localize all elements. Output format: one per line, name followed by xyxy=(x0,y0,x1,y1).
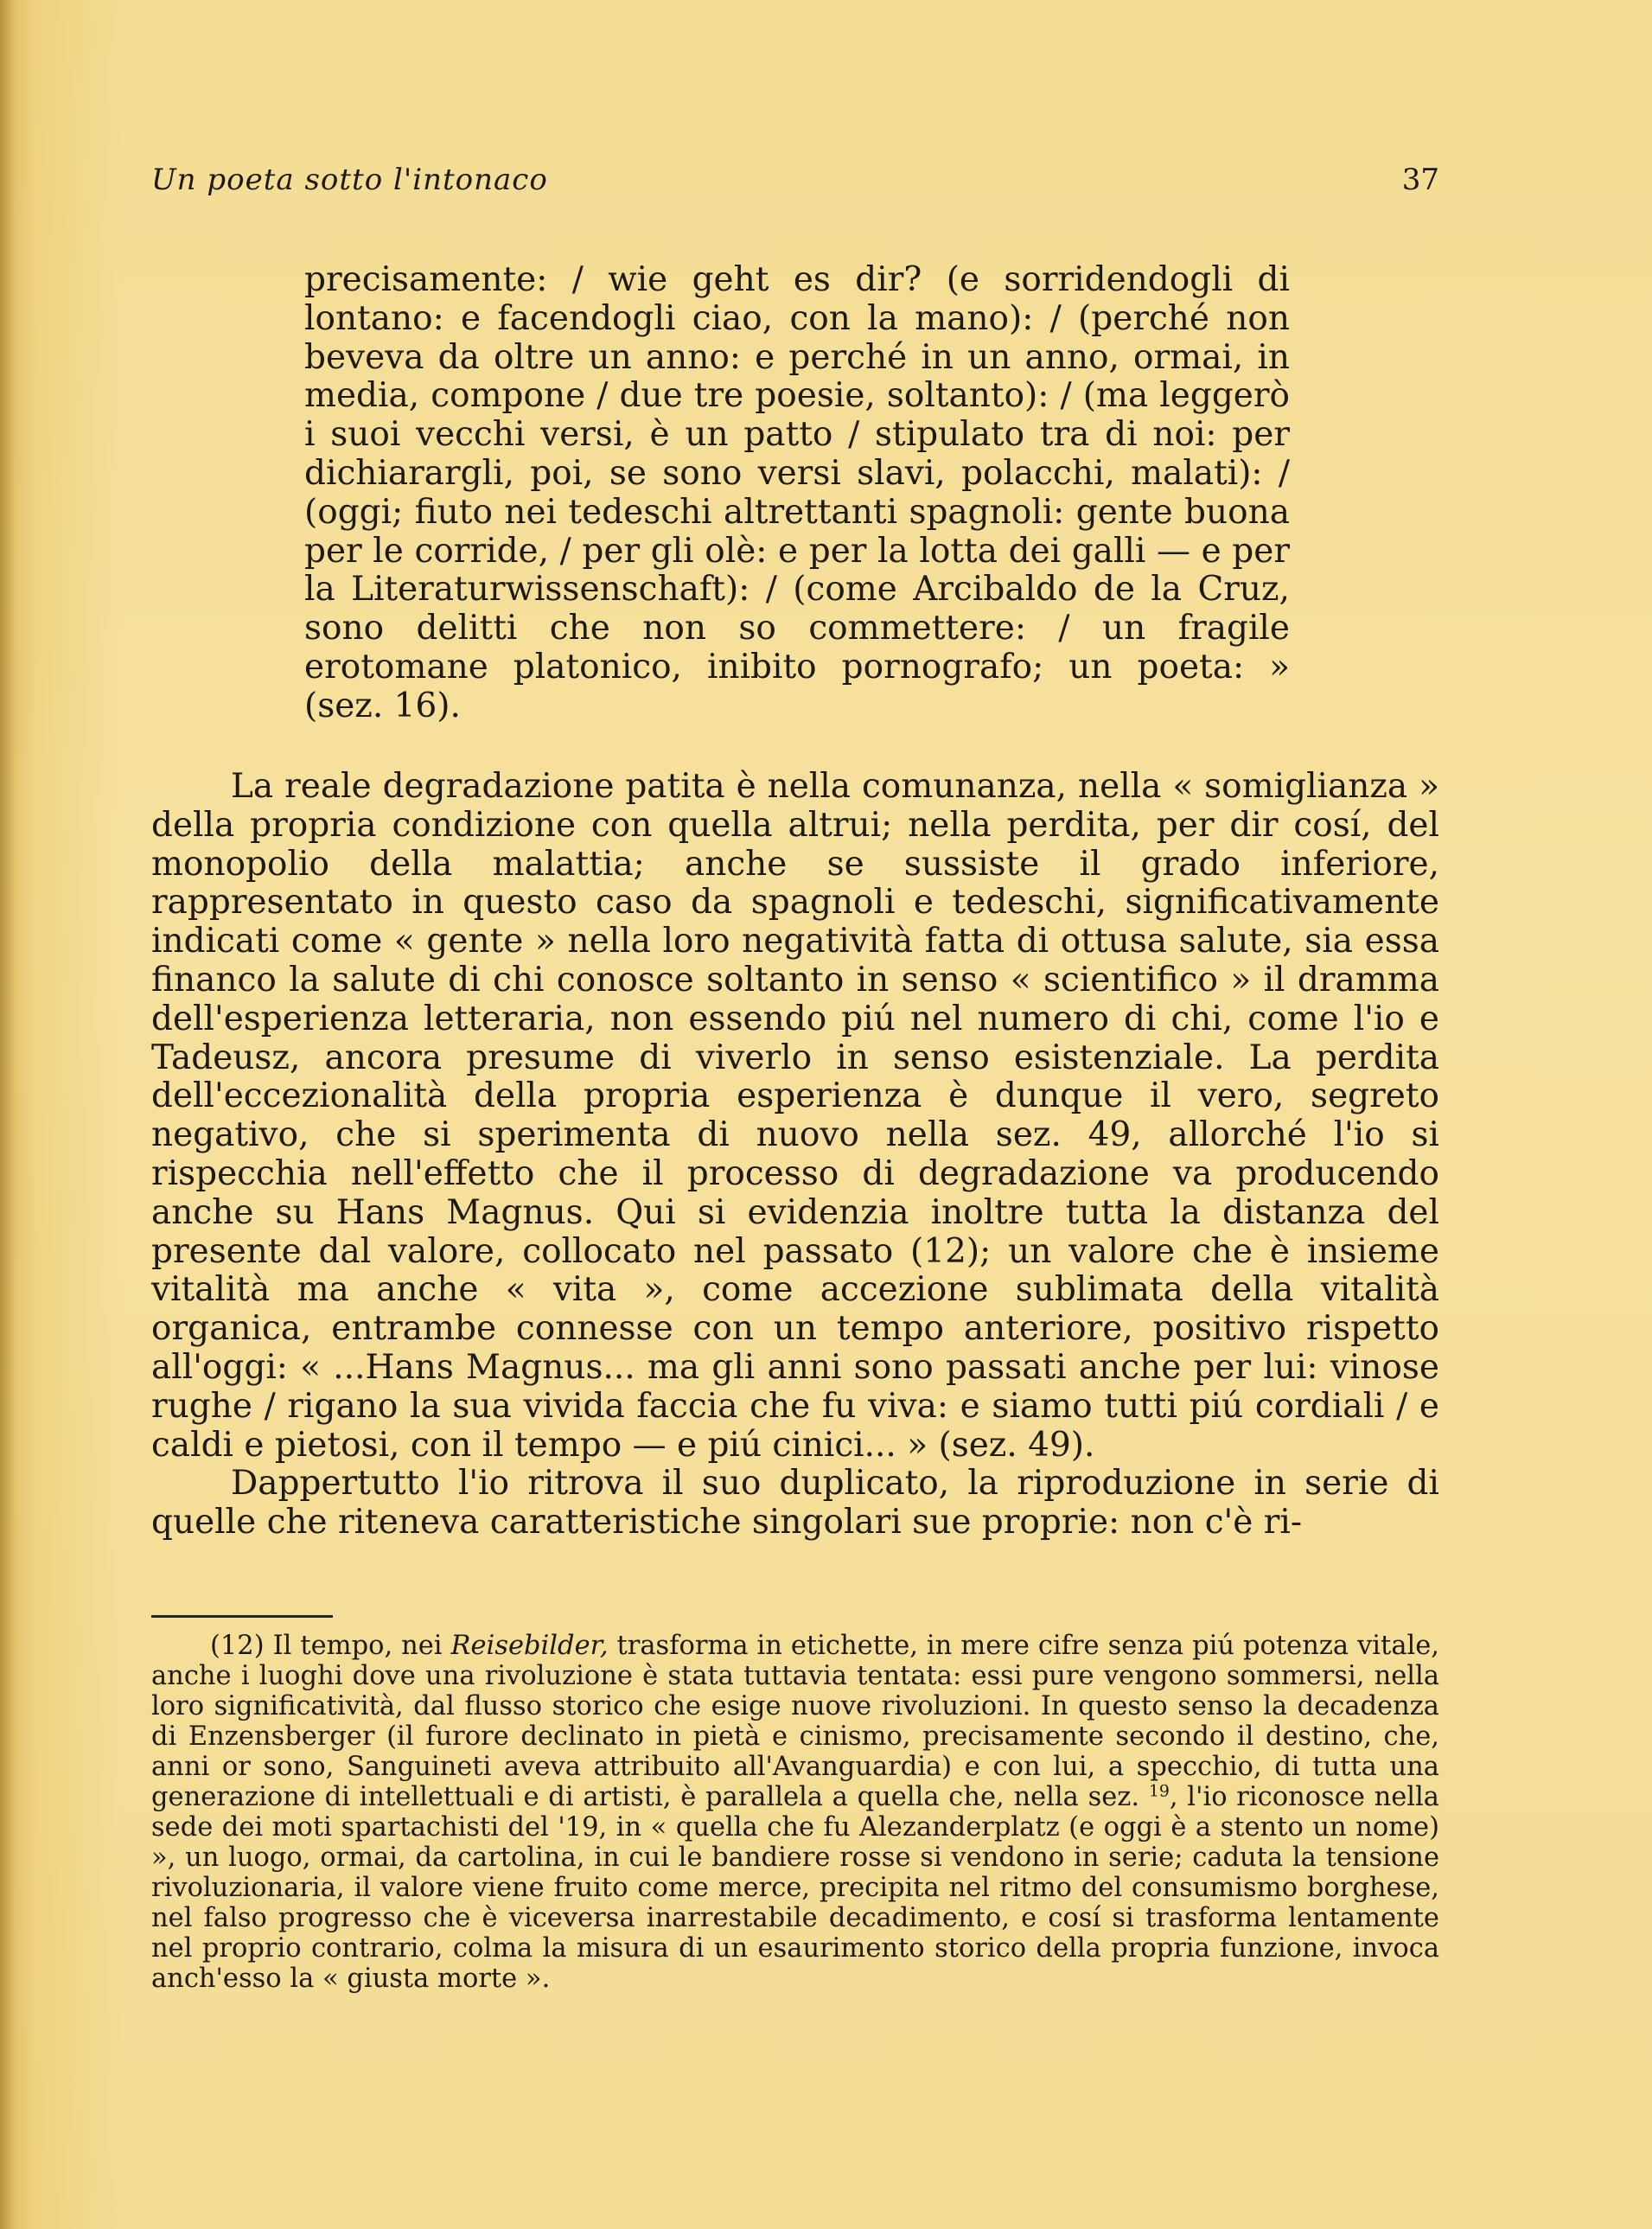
footnote-italic-title: Reisebilder, xyxy=(450,1631,609,1661)
paragraph-1: La reale degradazione patita è nella comunanza, nella « somiglianza » della propria condizione con quella altrui; nella perdita, per dir cosí, del monopolio della malattia; anche se sussiste il grado inferiore, rappresentato in questo caso da spagnoli e tedeschi, significativamente indicati come « gente » nella loro negatività fatta di ottusa salute, sia essa financo la salute di chi conosce soltanto in senso « scientifico » il dramma dell'esperienza letteraria, non essendo piú nel numero di chi, come l'io e Tadeusz, ancora presume di viverlo in senso esistenziale. La perdita dell'eccezionalità della propria esperienza è dunque il vero, segreto negativo, che si sperimenta di nuovo nella sez. 49, allorché l'io si rispecchia nell'effetto che il processo di degradazione va producendo anche su Hans Magnus. Qui si evidenzia inoltre tutta la distanza del presente dal valore, collocato nel passato (12); un valore che è insieme vitalità ma anche « vita », come accezione sublimata della vitalità organica, entrambe connesse con un tempo anteriore, positivo rispetto all'oggi: « ...Hans Magnus... ma gli anni sono passati anche per lui: vinose rughe / rigano la sua vivida faccia che fu viva: e siamo tutti piú cordiali / e caldi e pietosi, con il tempo — e piú cinici... » (sez. 49). xyxy=(151,767,1439,1465)
paragraph-2: Dappertutto l'io ritrova il suo duplicato, la riproduzione in serie di quelle che riteneva caratteristiche singolari sue proprie: non c'è ri- xyxy=(151,1464,1439,1542)
footnote-12 xyxy=(151,1631,1439,1994)
block-quote: precisamente: / wie geht es dir? (e sorridendogli di lontano: e facendogli ciao, con la mano): / (perché non beveva da oltre un anno: e perché in un anno, ormai, in media, compone / due tre poesie, soltanto): / (ma leggerò i suoi vecchi versi, è un patto / stipulato tra di noi: per dichiarargli, poi, se sono versi slavi, polacchi, malati): / (oggi; fiuto nei tedeschi altrettanti spagnoli: gente buona per le corride, / per gli olè: e per la lotta dei galli — e per la Literaturwissenschaft): / (come Arcibaldo de la Cruz, sono delitti che non so commettere: / un fragile erotomane platonico, inibito pornografo; un poeta: » (sez. 16). xyxy=(304,260,1290,725)
footnote-lead: Il tempo, nei xyxy=(272,1631,443,1661)
footnote-superscript: 19 xyxy=(1148,1781,1170,1801)
running-title: Un poeta sotto l'intonaco xyxy=(151,163,548,197)
footnote-text-b: , l'io riconosce nella sede dei moti spartachisti del '19, in « quella che fu Alezanderplatz (e oggi è a stento un nome) », un luogo, ormai, da cartolina, in cui le bandiere rosse si vendono in serie; caduta la tensione rivoluzionaria, il valore viene fruito come merce, precipita nel ritmo del consumismo borghese, nel falso progresso che è viceversa inarrestabile decadimento, e cosí si trasforma lentamente nel proprio contrario, colma la misura di un esaurimento storico della propria funzione, invoca anch'esso la « giusta morte ». xyxy=(151,1782,1439,1994)
footnote-text-a: trasforma in etichette, in mere cifre senza piú potenza vitale, anche i luoghi dove una rivoluzione è stata tuttavia tentata: essi pure vengono sommersi, nella loro significatività, dal flusso storico che esige nuove rivoluzioni. In questo senso la decadenza di Enzensberger (il furore declinato in pietà e cinismo, precisamente secondo il destino, che, anni or sono, Sanguineti aveva attribuito all'Avanguardia) e con lui, a specchio, di tutta una generazione di intellettuali e di artisti, è parallela a quella che, nella sez. xyxy=(151,1631,1439,1812)
spine-shadow xyxy=(0,0,16,2229)
running-head xyxy=(151,163,1439,206)
footnote-marker: (12) xyxy=(210,1631,265,1661)
footnotes xyxy=(151,1631,1439,1994)
page-number: 37 xyxy=(1401,163,1439,197)
footnote-divider xyxy=(151,1615,333,1618)
body-text xyxy=(151,768,1439,1542)
